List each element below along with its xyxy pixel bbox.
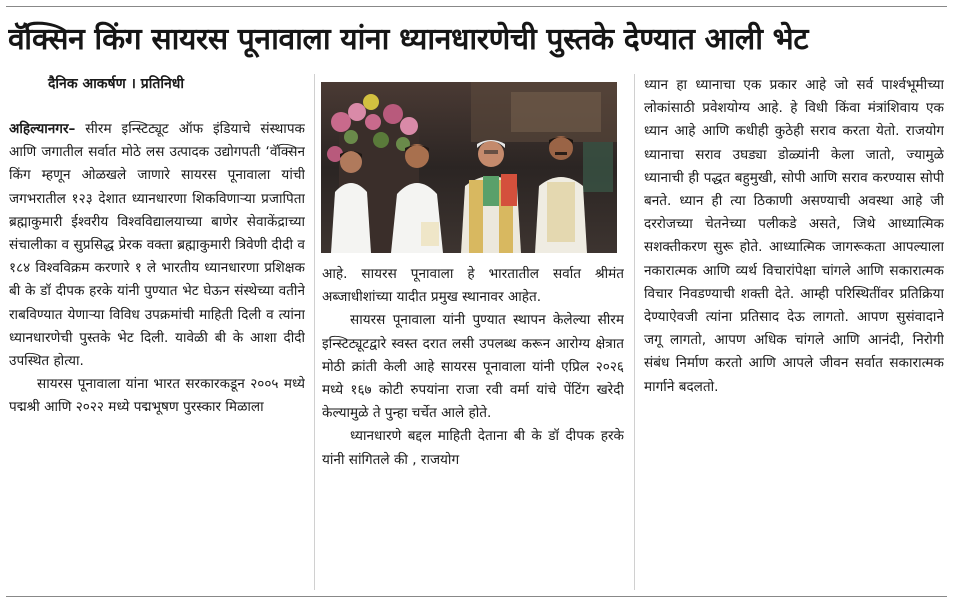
bottom-rule — [6, 596, 947, 597]
paragraph: ध्यान हा ध्यानाचा एक प्रकार आहे जो सर्व पार्श्वभूमीच्या लोकांसाठी प्रवेशयोग्य आहे. हे विधी किंवा मंत्रांशिवाय एक ध्यान आहे आणि कधीही कुठेही सराव करता येतो. राजयोग ध्यानाचा सराव उघड्या डोळ्यांनी केला जातो, ज्यामुळे ध्यानाची ही पद्धत बहुमुखी, सोपी आणि सराव करण्यास सोपी बनते. ध्यान ही त्या ठिकाणी असण्याची अवस्था आहे जी दररोजच्या चेतनेच्या पलीकडे असते, जिथे आध्यात्मिक सशक्तीकरण सुरू होते. आध्यात्मिक जागरूकता आपल्याला नकारात्मक आणि व्यर्थ विचारांपेक्षा चांगले आणि सकारात्मक विचार निवडण्याची शक्ती देते. आम्ही परिस्थितींवर प्रतिक्रिया देण्याऐवजी त्यांना प्रतिसाद देऊ लागतो. आपण सुसंवादाने जगू लागतो, आपण अधिक चांगले आणि आनंदी, निरोगी संबंध निर्माण करतो आणि आपले जीवन सर्वात सकारात्मक मार्गाने बदलतो. — [644, 77, 944, 395]
byline: दैनिक आकर्षण । प्रतिनिधी — [48, 76, 184, 92]
dateline: अहिल्यानगर– — [9, 121, 76, 137]
top-rule — [6, 6, 947, 7]
headline: वॅक्सिन किंग सायरस पूनावाला यांना ध्यानधारणेची पुस्तके देण्यात आली भेट — [8, 22, 809, 57]
news-photo — [321, 82, 617, 253]
paragraph: आहे. सायरस पूनावाला हे भारतातील सर्वात श्रीमंत अब्जाधीशांच्या यादीत प्रमुख स्थानावर आहेत. — [322, 266, 624, 306]
paragraph: सायरस पूनावाला यांनी पुण्यात स्थापन केलेल्या सीरम इन्स्टिट्यूटद्वारे स्वस्त दरात लसी उपलब्ध करून आरोग्य क्षेत्रात मोठी क्रांती केली आहे सायरस पूनावाला यांनी एप्रिल २०२६ मध्ये १६७ कोटी रुपयांना राजा रवी वर्मा यांचे पेंटिंग खरेदी केल्यामुळे ते पुन्हा चर्चेत आले होते. — [322, 312, 624, 422]
column-divider — [634, 74, 635, 590]
article-column-2 — [322, 263, 624, 588]
article-column-1 — [9, 118, 305, 588]
paragraph: सायरस पूनावाला यांना भारत सरकारकडून २००५ मध्ये पद्मश्री आणि २०२२ मध्ये पद्मभूषण पुरस्कार मिळाला — [9, 376, 305, 416]
article-column-3 — [644, 74, 944, 588]
photo-people-with-books-icon — [321, 82, 617, 253]
column-divider — [314, 74, 315, 590]
paragraph: अहिल्यानगर– सीरम इन्स्टिट्यूट ऑफ इंडियाचे संस्थापक आणि जगातील सर्वात मोठे लस उत्पादक उद्योगपती ‘वॅक्सिन किंग म्हणून ओळखले जाणारे सायरस पूनावाला यांची जगभरातील १२३ देशात ध्यानधारणा शिकविणाऱ्या प्रजापिता ब्रह्माकुमारी ईश्वरीय विश्वविद्यालयाच्या बाणेर सेवाकेंद्राच्या संचालीका व सुप्रसिद्ध प्रेरक वक्ता ब्रह्माकुमारी त्रिवेणी दीदी व १८४ विश्वविक्रम करणारे १ ले भारतीय ध्यानधारणा प्रशिक्षक बी के डॉ दीपक हरके यांनी पुण्यात भेट घेऊन संस्थेच्या वतीने राबविण्यात येणाऱ्या विविध उपक्रमांची माहिती दिली व त्यांना ध्यानधारणेची पुस्तके भेट दिली. यावेळी बी के आशा दीदी उपस्थित होत्या. — [9, 121, 305, 370]
paragraph: ध्यानधारणे बद्दल माहिती देताना बी के डॉ दीपक हरके यांनी सांगितले की , राजयोग — [322, 428, 624, 468]
